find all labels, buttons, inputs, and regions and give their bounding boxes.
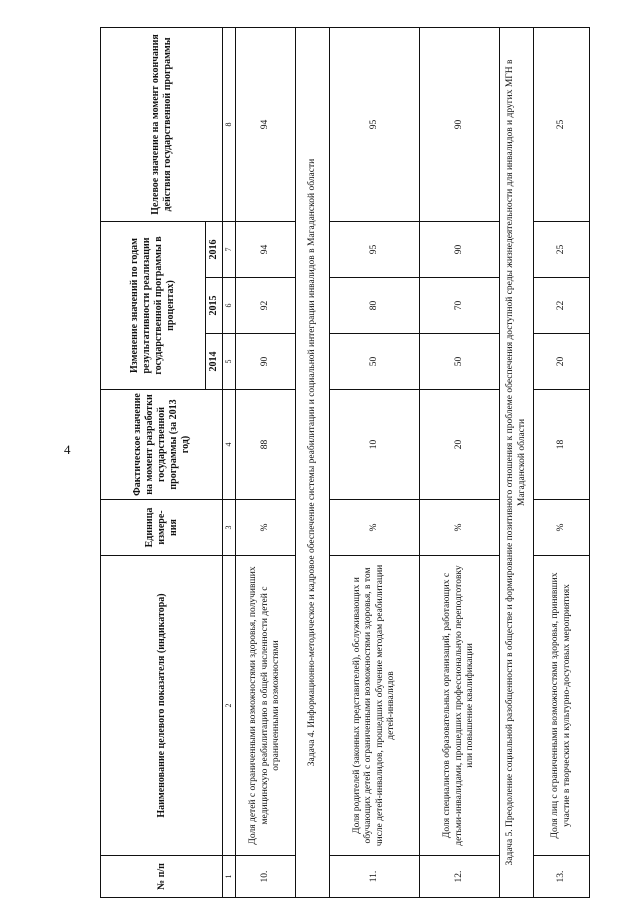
index-cell: 1: [223, 856, 236, 898]
row-name: Доля специалистов образовательных организаций, работающих с детьми-инвалидами, прошедших профессиональную переподготовку или повышение квалификации: [420, 556, 500, 856]
index-cell: 6: [223, 278, 236, 334]
header-year-2015: 2015: [206, 278, 223, 334]
header-unit: Единица измере-ния: [101, 500, 223, 556]
row-2014: 20: [534, 334, 590, 390]
row-unit: %: [534, 500, 590, 556]
row-unit: %: [420, 500, 500, 556]
header-target: Целевое значение на момент окончания действия государственной программы: [101, 27, 223, 221]
task-row: [296, 27, 330, 897]
index-cell: 7: [223, 221, 236, 277]
row-2015: 22: [534, 278, 590, 334]
row-2015: 80: [330, 278, 420, 334]
index-cell: 8: [223, 27, 236, 221]
row-2016: 94: [236, 221, 296, 277]
index-cell: 2: [223, 556, 236, 856]
row-unit: %: [330, 500, 420, 556]
row-2015: 92: [236, 278, 296, 334]
page-number: 4: [64, 442, 71, 457]
indicators-table: [100, 27, 590, 898]
row-name: Доля детей с ограниченными возможностями здоровья, получивших медицинскую реабилитацию в общей численности детей с ограниченными возможностями: [236, 556, 296, 856]
table-row: [420, 27, 500, 897]
row-2016: 90: [420, 221, 500, 277]
header-num: № п/п: [101, 856, 223, 898]
row-actual: 88: [236, 390, 296, 500]
row-2016: 25: [534, 221, 590, 277]
header-actual: Фактическое значение на момент разработки государственной программы (за 2013 год): [101, 390, 223, 500]
task-text: Задача 5. Преодоление социальной разобщенности в обществе и формирование позитивного отношения к проблеме обеспечения доступной среды жизнедеятельности для инвалидов и других МГН в Магаданской области: [500, 27, 534, 897]
table-row: [236, 27, 296, 897]
row-target: 94: [236, 27, 296, 221]
row-num: 11.: [330, 856, 420, 898]
row-2014: 50: [330, 334, 420, 390]
header-name: Наименование целевого показателя (индикатора): [101, 556, 223, 856]
row-actual: 20: [420, 390, 500, 500]
rotated-table-container: [100, 28, 610, 898]
row-unit: %: [236, 500, 296, 556]
header-year-2014: 2014: [206, 334, 223, 390]
table-row: [330, 27, 420, 897]
row-target: 90: [420, 27, 500, 221]
row-2016: 95: [330, 221, 420, 277]
row-target: 25: [534, 27, 590, 221]
header-year-2016: 2016: [206, 221, 223, 277]
index-cell: 5: [223, 334, 236, 390]
row-actual: 10: [330, 390, 420, 500]
row-2014: 90: [236, 334, 296, 390]
task-text: Задача 4. Информационно-методическое и кадровое обеспечение системы реабилитации и социальной интеграции инвалидов в Магаданской области: [296, 27, 330, 897]
table-row: [534, 27, 590, 897]
index-cell: 3: [223, 500, 236, 556]
row-num: 12.: [420, 856, 500, 898]
index-cell: 4: [223, 390, 236, 500]
task-row: [500, 27, 534, 897]
row-name: Доля лиц с ограниченными возможностями здоровья, принявших участие в творческих и культурно-досуговых мероприятиях: [534, 556, 590, 856]
row-num: 13.: [534, 856, 590, 898]
row-2015: 70: [420, 278, 500, 334]
row-actual: 18: [534, 390, 590, 500]
row-target: 95: [330, 27, 420, 221]
row-2014: 50: [420, 334, 500, 390]
header-change: Изменение значений по годам результативности реализации государственной программы в процентах): [101, 221, 206, 389]
row-num: 10.: [236, 856, 296, 898]
row-name: Доля родителей (законных представителей), обслуживающих и обучающих детей с ограниченными возможностями здоровья, в том числе детей-инвалидов, прошедших обучение методам реабилитации детей-инвалидов: [330, 556, 420, 856]
column-index-row: [223, 27, 236, 897]
